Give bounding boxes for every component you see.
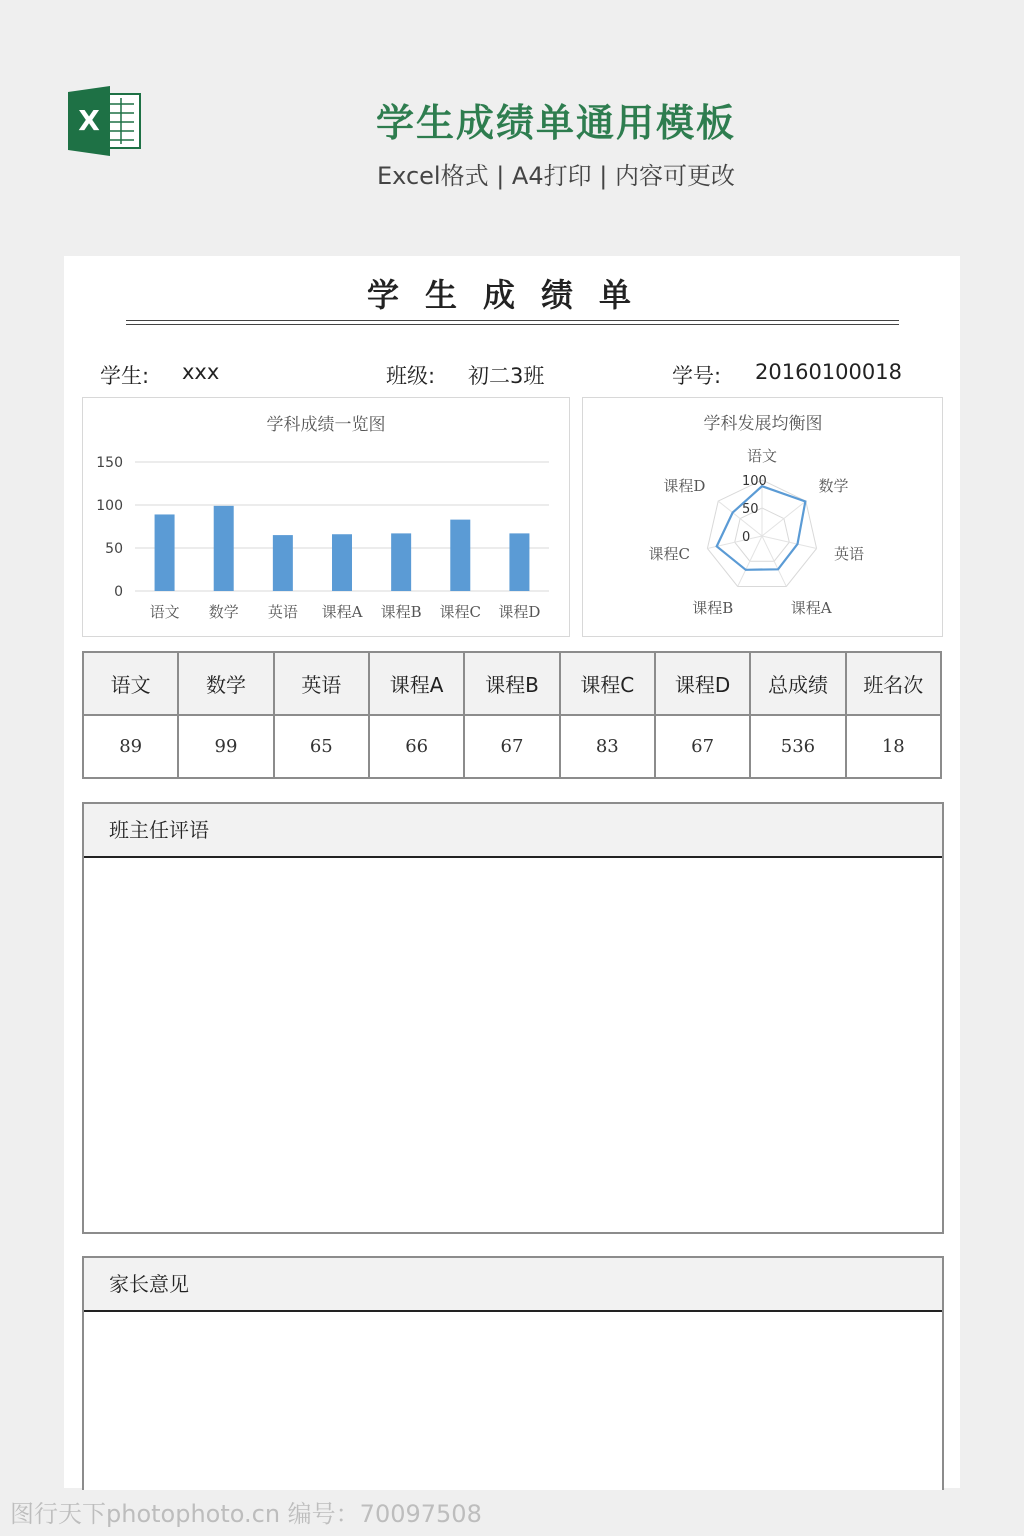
bar xyxy=(450,520,470,591)
class-value[interactable]: 初二3班 xyxy=(468,364,545,388)
score-header-cell: 课程A xyxy=(369,652,464,715)
score-header-cell: 课程C xyxy=(560,652,655,715)
bar-chart-xtick-label: 课程C xyxy=(439,603,482,621)
teacher-comment-label: 班主任评语 xyxy=(84,804,942,858)
radar-axis-label: 课程C xyxy=(648,544,691,563)
bar xyxy=(391,533,411,591)
page-header xyxy=(0,0,1024,240)
watermark: 图行天下photophoto.cn 编号：70097508 xyxy=(10,1500,482,1528)
score-value-cell[interactable]: 83 xyxy=(560,715,655,778)
score-value-cell[interactable]: 89 xyxy=(83,715,178,778)
bar-chart-xtick-label: 课程D xyxy=(498,603,541,621)
score-value-cell[interactable]: 67 xyxy=(655,715,750,778)
radar-axis-label: 课程A xyxy=(790,599,832,618)
parent-comment-box xyxy=(82,1256,944,1490)
score-header-cell: 总成绩 xyxy=(750,652,845,715)
radar-series xyxy=(717,486,806,570)
teacher-comment-box xyxy=(82,802,944,1234)
score-header-cell: 英语 xyxy=(274,652,369,715)
title-rule-top xyxy=(126,320,899,321)
score-header-cell: 课程D xyxy=(655,652,750,715)
bar-chart-xtick-label: 课程B xyxy=(380,603,422,621)
radar-chart xyxy=(583,398,942,636)
radar-spoke xyxy=(762,536,817,548)
bar xyxy=(273,535,293,591)
score-table-row xyxy=(83,715,941,778)
title-rule-bottom xyxy=(126,324,899,325)
score-value-cell[interactable]: 536 xyxy=(750,715,845,778)
radar-axis-label: 数学 xyxy=(818,477,849,496)
student-label: 学生: xyxy=(100,364,150,388)
radar-axis-label: 语文 xyxy=(746,447,778,465)
score-value-cell[interactable]: 99 xyxy=(178,715,273,778)
bar-chart-xtick-label: 课程A xyxy=(321,603,363,621)
bar-chart-xtick-label: 英语 xyxy=(267,603,298,621)
score-header-cell: 班名次 xyxy=(846,652,941,715)
radar-axis-label: 英语 xyxy=(833,544,865,563)
bar-chart-xtick-label: 语文 xyxy=(149,603,180,621)
bar-chart-ytick-label: 100 xyxy=(96,498,123,514)
parent-comment-label: 家长意见 xyxy=(84,1258,942,1312)
radar-axis-label: 课程B xyxy=(692,599,734,618)
bar xyxy=(155,514,175,591)
score-table xyxy=(82,651,942,779)
radar-chart-title: 学科发展均衡图 xyxy=(703,414,823,434)
radar-tick-label: 100 xyxy=(742,474,767,489)
bar-chart-ytick-label: 0 xyxy=(114,584,123,600)
bar-chart-xtick-label: 数学 xyxy=(208,603,239,621)
score-value-cell[interactable]: 67 xyxy=(464,715,559,778)
class-label: 班级: xyxy=(386,364,436,388)
bar-chart-ytick-label: 150 xyxy=(96,455,123,471)
radar-tick-label: 0 xyxy=(742,530,751,545)
score-header-cell: 语文 xyxy=(83,652,178,715)
bar-chart-title: 学科成绩一览图 xyxy=(266,415,386,435)
bar-chart xyxy=(83,398,569,636)
bar xyxy=(214,506,234,591)
student-id-value[interactable]: 20160100018 xyxy=(755,360,902,384)
score-value-cell[interactable]: 66 xyxy=(369,715,464,778)
bar xyxy=(332,534,352,591)
student-id-label: 学号: xyxy=(672,364,722,388)
score-header-cell: 课程B xyxy=(464,652,559,715)
bar-chart-panel xyxy=(82,397,570,637)
page-title: 学生成绩单通用模板 xyxy=(375,101,736,145)
bar xyxy=(509,533,529,591)
score-value-cell[interactable]: 65 xyxy=(274,715,369,778)
radar-tick-label: 50 xyxy=(742,502,759,517)
radar-axis-label: 课程D xyxy=(663,477,706,496)
sheet-title: 学生成绩单 xyxy=(366,276,657,314)
score-header-cell: 数学 xyxy=(178,652,273,715)
student-value[interactable]: xxx xyxy=(182,360,220,384)
page-subtitle: Excel格式 | A4打印 | 内容可更改 xyxy=(377,162,735,190)
score-value-cell[interactable]: 18 xyxy=(846,715,941,778)
svg-text:X: X xyxy=(78,104,100,137)
radar-chart-panel xyxy=(582,397,943,637)
score-table-header-row xyxy=(83,652,941,715)
bar-chart-ytick-label: 50 xyxy=(105,541,123,557)
